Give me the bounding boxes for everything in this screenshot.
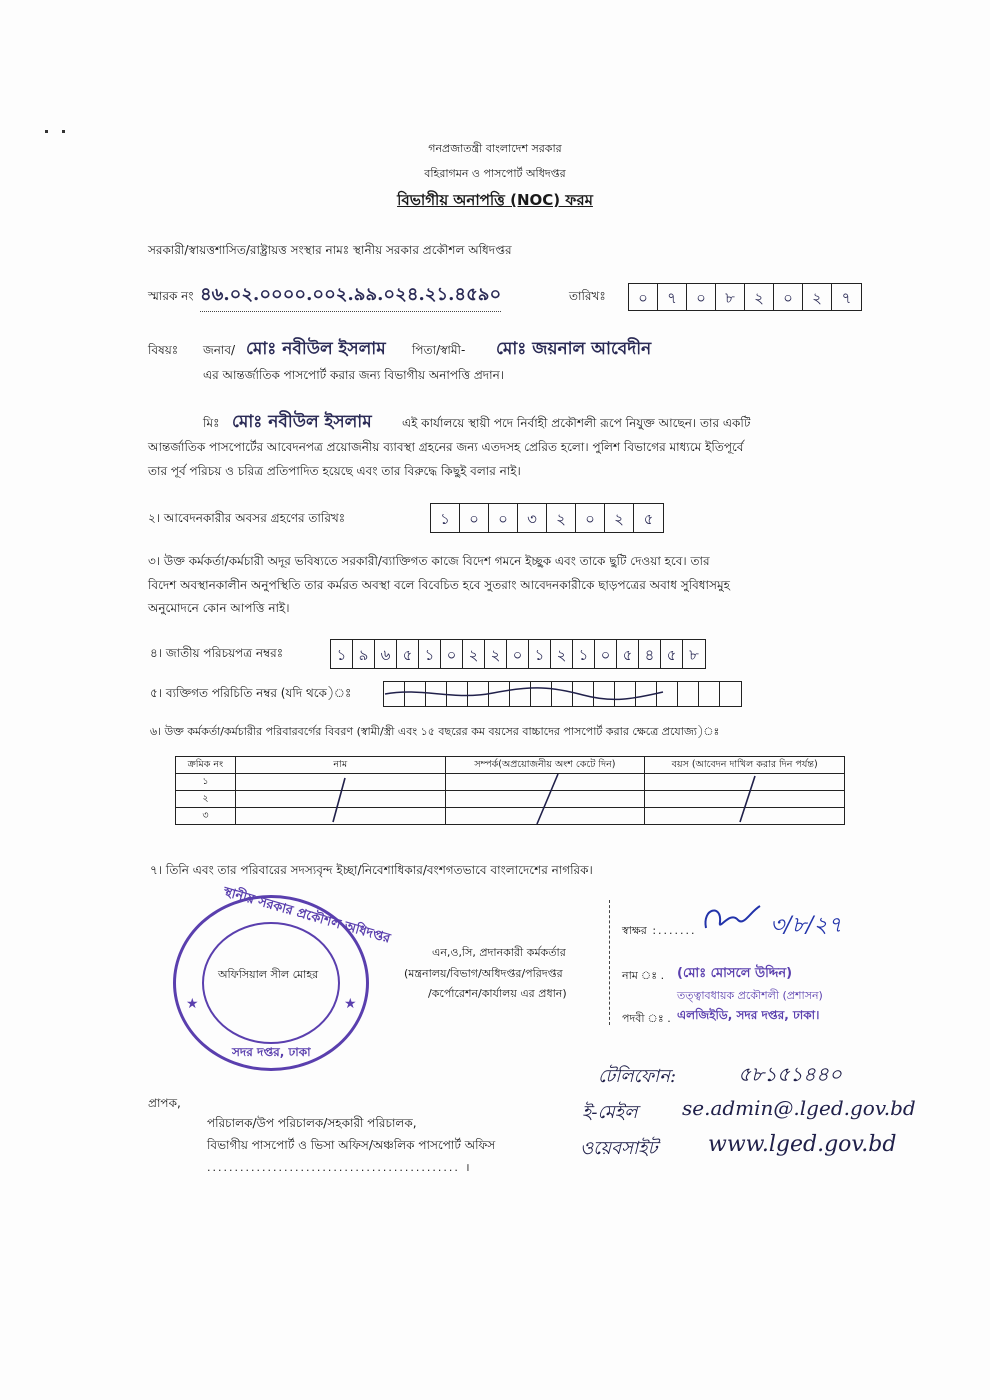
stamp-star-icon: ★ [186, 996, 199, 1012]
scan-speck [62, 130, 65, 133]
email-value: se.admin@.lged.gov.bd [682, 1096, 916, 1120]
para1-prefix: মিঃ [203, 416, 220, 430]
recipient-line2: বিভাগীয় পাসপোর্ট ও ভিসা অফিস/অঞ্চলিক পাসপোর্ট অফিস [207, 1138, 496, 1152]
nid-digit-box: ০ [595, 640, 617, 668]
org-line [148, 242, 512, 262]
retirement-digit-box: ৫ [643, 510, 654, 528]
nid-digit-box: ২ [551, 640, 573, 668]
nid-digit-box: ৫ [661, 640, 683, 668]
retirement-digit-box: ২ [547, 504, 576, 532]
date-digit-box: ০ [774, 284, 803, 310]
subject-label: বিষয়ঃ [148, 343, 179, 357]
retirement-digit-box: ৩ [518, 504, 547, 532]
org-label: সরকারী/স্বায়ত্তশাসিত/রাষ্ট্রায়ত্ত সংস্থার নামঃ [148, 243, 350, 257]
item3-text3: অনুমোদনে কোন আপত্তি নাই। [148, 601, 290, 615]
header-government: গনপ্রজাতন্ত্রী বাংলাদেশ সরকার [428, 142, 562, 155]
col-age: বয়স (আবেদন দাখিল করার দিন পর্যন্ত) [645, 757, 845, 774]
retirement-label: ২। আবেদনকারীর অবসর গ্রহণের তারিখঃ [148, 511, 346, 525]
website-label: ওয়েবসাইট [580, 1138, 658, 1159]
nid-digit-box: ০ [441, 640, 463, 668]
father-label: পিতা/স্বামী- [412, 343, 466, 357]
stamp-star-icon: ★ [344, 996, 357, 1012]
date-digit-box: ৭ [841, 289, 852, 307]
officer-post: এলজিইডি, সদর দপ্তর, ঢাকা। [677, 1008, 820, 1022]
issuer-line2: (মন্ত্রনালয়/বিভাগ/অধিদপ্তর/পরিদপ্তর [404, 967, 563, 980]
signature-mark [700, 900, 770, 940]
pin-strike-line [383, 681, 743, 707]
officer-name: (মোঃ মোসলে উদ্দিন) [677, 966, 793, 981]
nid-digit-box: ০ [507, 640, 529, 668]
subject-line2: এর আন্তর্জাতিক পাসপোর্ট করার জন্য বিভাগীয় অনাপত্তি প্রদান। [203, 368, 505, 382]
seal-label: অফিসিয়াল সীল মোহর [218, 968, 319, 981]
date-digit-box: ২ [745, 284, 774, 310]
sign-label: স্বাক্ষর :....... [622, 924, 697, 937]
nid-digit-box: ৪ [639, 640, 661, 668]
nid-label: ৪। জাতীয় পরিচয়পত্র নম্বরঃ [150, 646, 284, 660]
nid-digit-box: ৯ [353, 640, 375, 668]
father-name: মোঃ জয়নাল আবেদীন [496, 339, 652, 359]
date-digit-box: ৭ [658, 284, 687, 310]
date-digit-box: ২ [803, 284, 832, 310]
retirement-date-boxes [430, 503, 664, 533]
col-relation: সম্পর্ক(অপ্রয়োজনীয় অংশ কেটে দিন) [445, 757, 645, 774]
subject-name: মোঃ নবীউল ইসলাম [246, 339, 386, 359]
recipient-line1: পরিচালক/উপ পরিচালক/সহকারী পরিচালক, [207, 1116, 417, 1130]
item3-text2: বিদেশ অবস্থানকালীন অনুপস্থিতি তার কর্মরত অবস্থা বলে বিবেচিত হবে সুতরাং আবেদনকারীকে ছাড়পত্রের অবাধ সুবিধাসমুহ [148, 578, 730, 592]
signature-date: ৩/৮/২৭ [770, 913, 843, 938]
citizenship-line: ৭। তিনি এবং তার পরিবারের সদস্যবৃন্দ ইচ্ছা/নিবেশাধিকার/বংশগতভাবে বাংলাদেশের নাগরিক। [150, 863, 593, 877]
col-name: নাম [235, 757, 445, 774]
org-value: স্থানীয় সরকার প্রকৌশল অধিদপ্তর [353, 243, 512, 257]
subject-mr: জনাব/ [203, 343, 236, 357]
para1-name: মোঃ নবীউল ইসলাম [232, 412, 372, 432]
memo-date-boxes [628, 283, 862, 311]
stamp-bottom-text: সদর দপ্তর, ঢাকা [232, 1045, 311, 1059]
para1-text3: তার পূর্ব পরিচয় ও চরিত্র প্রতিপাদিত হয়েছে এবং তার বিরুদ্ধে কিছুই বলার নাই। [148, 464, 521, 478]
row-serial: ৩ [176, 808, 236, 825]
official-seal-stamp [173, 884, 392, 1071]
retirement-digit-box: ০ [460, 504, 489, 532]
name-label: নাম ঃ . [622, 969, 665, 982]
nid-digit-box: ১ [529, 640, 551, 668]
date-digit-box: ৮ [716, 284, 745, 310]
memo-label: স্মারক নং [148, 289, 194, 303]
nid-digit-box: ১ [573, 640, 595, 668]
nid-digit-box: ৮ [689, 646, 699, 664]
page-title: বিভাগীয় অনাপত্তি (NOC) ফরম [397, 191, 593, 209]
nid-boxes [330, 639, 706, 669]
nid-digit-box: ২ [485, 640, 507, 668]
phone-label: টেলিফোন: [598, 1066, 677, 1087]
date-label: তারিখঃ [569, 289, 606, 303]
family-label: ৬। উক্ত কর্মকর্তা/কর্মচারীর পরিবারবর্গের বিবরণ (স্বামী/স্ত্রী এবং ১৫ বছরের কম বয়সের বাচ্চাদের পাসপোর্ট করার ক্ষেত্রে প্রযোজ্য)ঃ [150, 725, 720, 738]
issuer-line1: এন,ও,সি, প্রদানকারী কর্মকর্তার [432, 946, 566, 959]
post-label: পদবী ঃ . [622, 1012, 671, 1025]
retirement-digit-box: ১ [431, 504, 460, 532]
divider [609, 900, 610, 1025]
nid-digit-box: ১ [331, 640, 353, 668]
pin-label: ৫। ব্যক্তিগত পরিচিতি নম্বর (যদি থকে)ঃ [150, 686, 352, 700]
para1-text2: আন্তর্জাতিক পাসপোর্টের আবেদনপত্র প্রয়োজনীয় ব্যাবস্থা গ্রহনের জন্য এতদসহ প্রেরিত হলো। পুলিশ বিভাগের মাধ্যমে ইতিপূর্বে [148, 440, 744, 454]
date-digit-box: ০ [687, 284, 716, 310]
col-serial: ক্রমিক নং [176, 757, 236, 774]
email-label: ই-মেইল [582, 1102, 638, 1123]
scan-speck [45, 130, 48, 133]
memo-number: ৪৬.০২.০০০০.০০২.৯৯.০২৪.২১.৪৫৯০ [200, 280, 501, 312]
nid-digit-box: ২ [463, 640, 485, 668]
nid-digit-box: ৫ [397, 640, 419, 668]
stamp-outer-text: স্থানীয় সরকার প্রকৌশল অধিদপ্তর [221, 884, 392, 947]
recipient-dotted-line: .............................................. । [207, 1161, 472, 1174]
row-serial: ১ [176, 774, 236, 791]
issuer-line3: /কর্পোরেশন/কার্যালয় এর প্রধান) [428, 987, 567, 1000]
retirement-digit-box: ২ [605, 504, 634, 532]
officer-designation: তত্ত্বাবধায়ক প্রকৌশলী (প্রশাসন) [677, 989, 823, 1002]
retirement-digit-box: ০ [489, 504, 518, 532]
table-strike-marks [175, 770, 845, 826]
nid-digit-box: ৫ [617, 640, 639, 668]
nid-digit-box: ১ [419, 640, 441, 668]
header-department: বহিরাগমন ও পাসপোর্ট অধিদপ্তর [424, 167, 566, 180]
retirement-digit-box: ০ [576, 504, 605, 532]
date-digit-box: ০ [629, 284, 658, 310]
phone-value: ৫৮১৫১৪৪০ [738, 1062, 842, 1086]
website-value: www.lged.gov.bd [708, 1132, 897, 1157]
row-serial: ২ [176, 791, 236, 808]
recipient-label: প্রাপক, [148, 1096, 181, 1110]
item3-text1: ৩। উক্ত কর্মকর্তা/কর্মচারী অদূর ভবিষ্যতে সরকারী/ব্যাক্তিগত কাজে বিদেশ গমনে ইচ্ছুক এবং তাকে ছুটি দেওয়া হবে। তার [148, 554, 710, 568]
para1-text1: এই কার্যালয়ে স্থায়ী পদে নির্বাহী প্রকৌশলী রূপে নিযুক্ত আছেন। তার একটি [402, 416, 751, 430]
nid-digit-box: ৬ [375, 640, 397, 668]
